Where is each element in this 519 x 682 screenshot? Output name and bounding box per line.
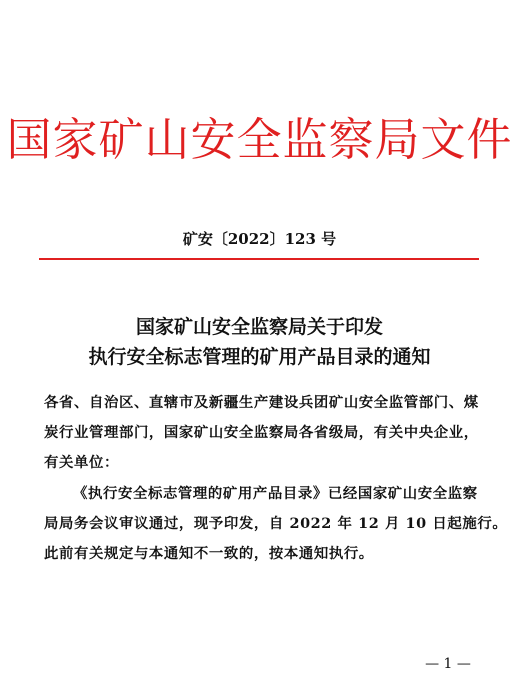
paragraph-line-1: 《执行安全标志管理的矿用产品目录》已经国家矿山安全监察 <box>73 485 478 502</box>
addressee-line-2: 炭行业管理部门，国家矿山安全监察局各省级局，有关中央企业， <box>44 424 479 441</box>
addressee-line-3: 有关单位： <box>44 454 119 471</box>
document-number: 矿安〔2022〕123 号 <box>182 230 337 248</box>
red-divider-line <box>39 258 479 260</box>
notice-title-line-1: 国家矿山安全监察局关于印发 <box>135 316 383 338</box>
notice-title-line-2: 执行安全标志管理的矿用产品目录的通知 <box>88 346 431 368</box>
paragraph-line-2: 局局务会议审议通过，现予印发，自 2022 年 12 月 10 日起施行。 <box>44 515 508 532</box>
document-header-title: 国家矿山安全监察局文件 <box>6 113 513 166</box>
addressee-line-1: 各省、自治区、直辖市及新疆生产建设兵团矿山安全监管部门、煤 <box>44 394 479 411</box>
page-number: — 1 — <box>425 656 471 672</box>
paragraph-line-3: 此前有关规定与本通知不一致的，按本通知执行。 <box>44 545 374 562</box>
